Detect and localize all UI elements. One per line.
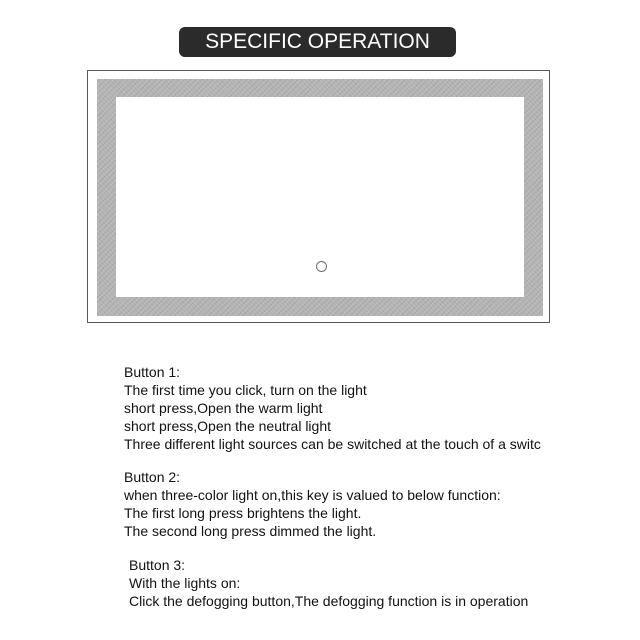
section-heading: Button 1:	[124, 364, 181, 380]
instruction-line: Click the defogging button,The defogging function is in operation	[129, 593, 529, 609]
instruction-line: The first long press brightens the light.	[124, 505, 362, 521]
button-3-instructions	[129, 556, 528, 610]
page-title: SPECIFIC OPERATION	[179, 27, 456, 57]
instruction-line: The second long press dimmed the light.	[124, 523, 377, 539]
section-heading: Button 3:	[129, 557, 186, 573]
button-1-instructions	[124, 363, 541, 453]
section-heading: Button 2:	[124, 469, 181, 485]
button-2-instructions	[124, 468, 501, 540]
touch-switch-button-icon[interactable]	[316, 261, 327, 272]
instruction-line: The first time you click, turn on the light	[124, 382, 367, 398]
instruction-line: when three-color light on,this key is valued to below function:	[124, 487, 501, 503]
instruction-line: short press,Open the warm light	[124, 400, 323, 416]
instruction-line: Three different light sources can be switched at the touch of a switc	[124, 436, 541, 452]
instruction-line: short press,Open the neutral light	[124, 418, 332, 434]
instruction-line: With the lights on:	[129, 575, 241, 591]
